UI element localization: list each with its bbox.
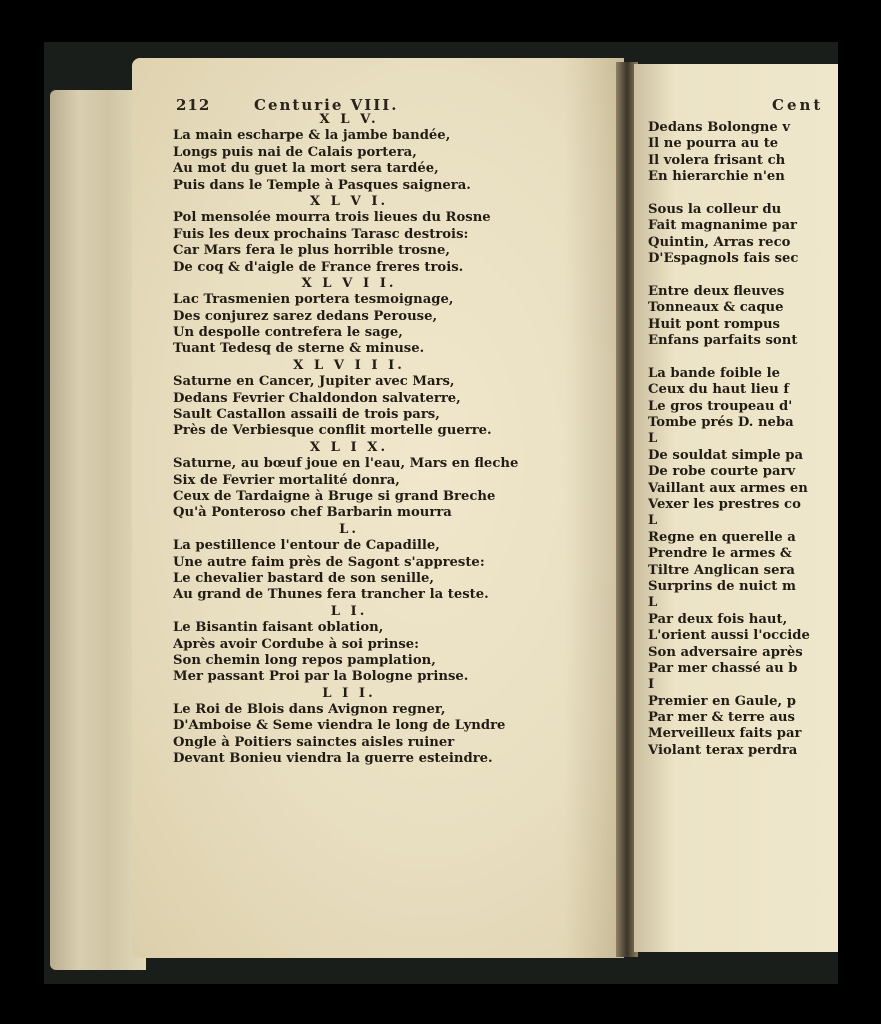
frame-border	[838, 0, 881, 1024]
verse-line: D'Amboise & Seme viendra le long de Lyndre	[173, 718, 506, 734]
verse-line: Surprins de nuict m	[648, 578, 796, 594]
verse-line: La bande foible le	[648, 365, 781, 381]
stanza-gap	[648, 186, 838, 202]
quatrain-numeral: X L V I I I.	[293, 357, 405, 373]
verse-line: Dedans Fevrier Chaldondon salvaterre,	[173, 390, 461, 406]
quatrain-numeral: X L V I I.	[301, 275, 397, 291]
verse-line: Le gros troupeau d'	[648, 398, 793, 414]
verse-line: Pol mensolée mourra trois lieues du Rosne	[173, 210, 491, 226]
verse-line: Par mer chassé au b	[648, 660, 798, 676]
verse-line: La pestillence l'entour de Capadille,	[173, 538, 440, 554]
verse-line: Lac Trasmenien portera tesmoignage,	[173, 292, 454, 308]
verse-line: Premier en Gaule, p	[648, 693, 796, 709]
verse-line: Saturne, au bœuf joue en l'eau, Mars en fleche	[173, 456, 519, 472]
verse-line: De robe courte parv	[648, 464, 796, 480]
verse-line: Ongle à Poitiers sainctes aisles ruiner	[173, 734, 455, 750]
right-page-text	[648, 120, 838, 759]
quatrain-numeral: X L I X.	[309, 439, 389, 455]
running-head-right: Cent	[772, 96, 824, 114]
verse-line: D'Espagnols fais sec	[648, 251, 799, 267]
verse-line: Tiltre Anglican sera	[648, 562, 795, 578]
verse-line: Le Roi de Blois dans Avignon regner,	[173, 702, 446, 718]
verse-line: Tuant Tedesq de sterne & minuse.	[173, 341, 425, 357]
verse-line: Fuis les deux prochains Tarasc destrois:	[173, 226, 469, 242]
verse-line: Tonneaux & caque	[648, 300, 784, 316]
verse-line: Après avoir Cordube à soi prinse:	[173, 636, 420, 652]
verse-line: L'orient aussi l'occide	[648, 628, 810, 644]
verse-line: Le chevalier bastard de son senille,	[173, 570, 435, 586]
verse-line: I	[648, 677, 655, 693]
verse-line: Enfans parfaits sont	[648, 333, 798, 349]
verse-line: Il ne pourra au te	[648, 136, 779, 152]
verse-line: De souldat simple pa	[648, 447, 804, 463]
verse-line: Par deux fois haut,	[648, 611, 788, 627]
verse-line: Regne en querelle a	[648, 529, 796, 545]
page-number: 212	[176, 96, 211, 114]
quatrain-numeral: L.	[339, 521, 359, 537]
verse-line: Sous la colleur du	[648, 201, 782, 217]
verse-line: Quintin, Arras reco	[648, 234, 791, 250]
verse-line: Dedans Bolongne v	[648, 120, 790, 135]
verse-line: L	[648, 431, 658, 447]
verse-line: Vaillant aux armes en	[648, 480, 808, 496]
verse-line: Longs puis nai de Calais portera,	[173, 144, 417, 160]
verse-line: Son adversaire après	[648, 644, 803, 660]
verse-line: Devant Bonieu viendra la guerre esteindre.	[173, 751, 493, 767]
verse-line: Prendre le armes &	[648, 546, 792, 562]
verse-line: Ceux de Tardaigne à Bruge si grand Breche	[173, 488, 496, 504]
verse-line: La main escharpe & la jambe bandée,	[173, 128, 451, 144]
verse-line: De coq & d'aigle de France freres trois.	[173, 259, 464, 275]
verse-line: Tombe prés D. neba	[648, 415, 794, 431]
verse-line: Le Bisantin faisant oblation,	[173, 620, 384, 636]
verse-line: Près de Verbiesque conflit mortelle guerre.	[173, 423, 492, 439]
stanza-gap	[648, 349, 838, 365]
verse-line: Au grand de Thunes fera trancher la teste.	[173, 587, 489, 603]
verse-line: L	[648, 513, 658, 529]
verse-line: Puis dans le Temple à Pasques saignera.	[173, 177, 471, 193]
quatrain-numeral: L I I.	[322, 685, 376, 701]
verse-line: Entre deux fleuves	[648, 283, 785, 299]
verse-line: Sault Castallon assaili de trois pars,	[173, 407, 440, 423]
verse-line: Violant terax perdra	[648, 742, 798, 758]
verse-line: Car Mars fera le plus horrible trosne,	[173, 243, 450, 259]
verse-line: Une autre faim près de Sagont s'appreste:	[173, 554, 485, 570]
verse-line: Il volera frisant ch	[648, 152, 786, 168]
verse-line: Un despolle contrefera le sage,	[173, 325, 403, 341]
running-head-left: Centurie VIII.	[254, 96, 399, 114]
verse-line: Au mot du guet la mort sera tardée,	[173, 161, 439, 177]
quatrain-numeral: X L V I.	[309, 193, 389, 209]
verse-line: Ceux du haut lieu f	[648, 382, 789, 398]
verse-line: Qu'à Ponteroso chef Barbarin mourra	[173, 505, 452, 521]
stanza-gap	[648, 268, 838, 284]
verse-line: Mer passant Proi par la Bologne prinse.	[173, 669, 469, 685]
verse-line: Des conjurez sarez dedans Perouse,	[173, 308, 438, 324]
verse-line: Saturne en Cancer, Jupiter avec Mars,	[173, 374, 455, 390]
quatrain-numeral: X L V.	[319, 112, 379, 127]
quatrain-numeral: L I.	[330, 603, 368, 619]
verse-line: Par mer & terre aus	[648, 710, 795, 726]
verse-line: Huit pont rompus	[648, 316, 780, 332]
verse-line: En hierarchie n'en	[648, 169, 785, 185]
verse-line: Vexer les prestres co	[648, 496, 801, 512]
verse-line: Merveilleux faits par	[648, 726, 802, 742]
left-page-text	[173, 112, 525, 768]
verse-line: Son chemin long repos pamplation,	[173, 652, 436, 668]
verse-line: L	[648, 595, 658, 611]
verse-line: Six de Fevrier mortalité donra,	[173, 472, 400, 488]
verse-line: Fait magnanime par	[648, 218, 797, 234]
